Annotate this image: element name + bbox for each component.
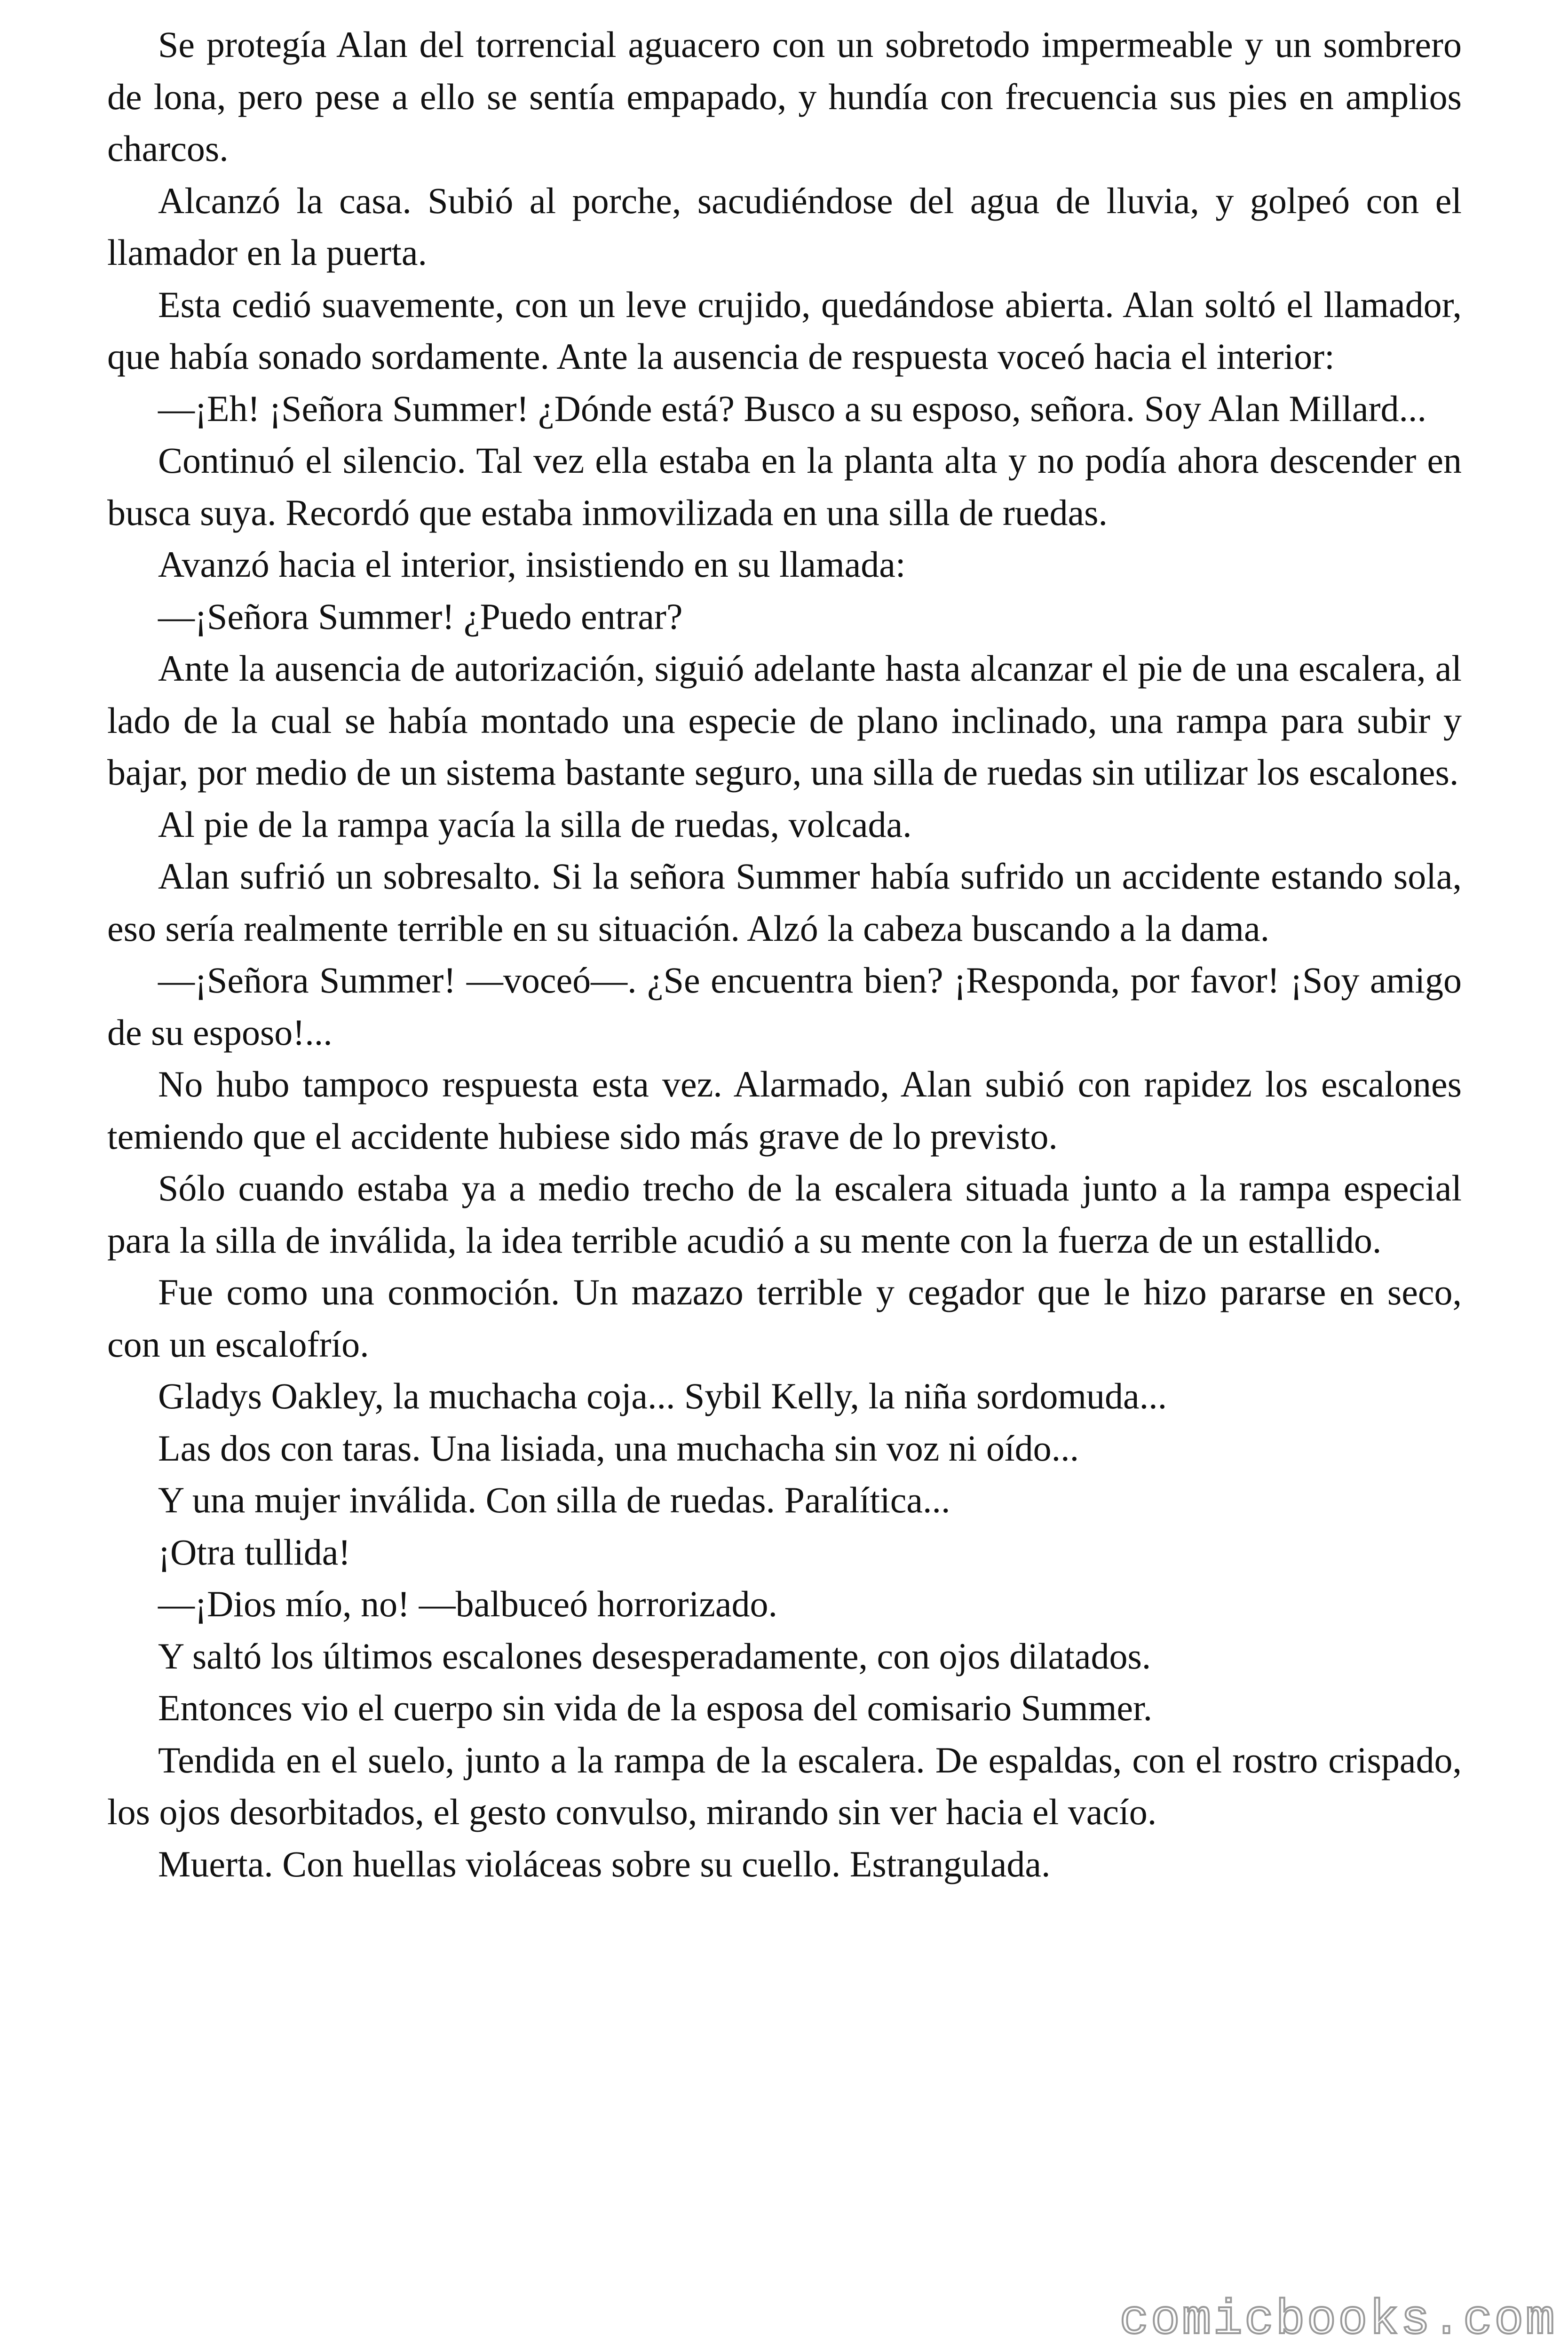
paragraph: Sólo cuando estaba ya a medio trecho de la escalera situada junto a la rampa especial para la silla de inválida, la idea terrible acudió a su mente con la fuerza de un estallido.	[107, 1168, 1462, 1261]
paragraph: Las dos con taras. Una lisiada, una muchacha sin voz ni oído...	[158, 1427, 1079, 1469]
paragraph: Entonces vio el cuerpo sin vida de la esposa del comisario Summer.	[158, 1687, 1153, 1728]
paragraph: —¡Dios mío, no! —balbuceó horrorizado.	[158, 1583, 778, 1624]
paragraph: ¡Otra tullida!	[158, 1531, 351, 1573]
paragraph: Muerta. Con huellas violáceas sobre su cuello. Estrangulada.	[158, 1843, 1051, 1884]
paragraph: Esta cedió suavemente, con un leve crujido, quedándose abierta. Alan soltó el llamador, que había sonado sordamente. Ante la ausencia de respuesta voceó hacia el interior:	[107, 284, 1462, 377]
watermark: comicbooks.com	[1119, 2293, 1557, 2348]
paragraph: Continuó el silencio. Tal vez ella estaba en la planta alta y no podía ahora descender en busca suya. Recordó que estaba inmovilizada en una silla de ruedas.	[107, 440, 1462, 533]
paragraph: Alan sufrió un sobresalto. Si la señora Summer había sufrido un accidente estando sola, eso sería realmente terrible en su situación. Alzó la cabeza buscando a la dama.	[107, 856, 1462, 949]
paragraph: Avanzó hacia el interior, insistiendo en su llamada:	[158, 544, 906, 585]
paragraph: Gladys Oakley, la muchacha coja... Sybil Kelly, la niña sordomuda...	[158, 1375, 1167, 1416]
paragraph: —¡Señora Summer! ¿Puedo entrar?	[158, 596, 683, 637]
paragraph: Y una mujer inválida. Con silla de ruedas. Paralítica...	[158, 1479, 950, 1520]
paragraph: —¡Señora Summer! —voceó—. ¿Se encuentra bien? ¡Responda, por favor! ¡Soy amigo de su esposo!...	[107, 960, 1462, 1053]
paragraph: Tendida en el suelo, junto a la rampa de la escalera. De espaldas, con el rostro crispado, los ojos desorbitados, el gesto convulso, mirando sin ver hacia el vacío.	[107, 1739, 1462, 1832]
paragraph: —¡Eh! ¡Señora Summer! ¿Dónde está? Busco a su esposo, señora. Soy Alan Millard...	[158, 388, 1426, 429]
paragraph: No hubo tampoco respuesta esta vez. Alarmado, Alan subió con rapidez los escalones temiendo que el accidente hubiese sido más grave de lo previsto.	[107, 1064, 1462, 1157]
paragraph: Fue como una conmoción. Un mazazo terrible y cegador que le hizo pararse en seco, con un escalofrío.	[107, 1271, 1462, 1365]
paragraph: Alcanzó la casa. Subió al porche, sacudiéndose del agua de lluvia, y golpeó con el llamador en la puerta.	[107, 180, 1462, 273]
paragraph: Ante la ausencia de autorización, siguió adelante hasta alcanzar el pie de una escalera, al lado de la cual se había montado una especie de plano inclinado, una rampa para subir y bajar, por medio de un sistema bastante seguro, una silla de ruedas sin utilizar los escalones.	[107, 648, 1462, 793]
paragraph: Al pie de la rampa yacía la silla de ruedas, volcada.	[158, 803, 912, 845]
body-text	[107, 19, 1462, 1890]
paragraph: Y saltó los últimos escalones desesperadamente, con ojos dilatados.	[158, 1635, 1151, 1677]
paragraph: Se protegía Alan del torrencial aguacero con un sobretodo impermeable y un sombrero de lona, pero pese a ello se sentía empapado, y hundía con frecuencia sus pies en amplios charcos.	[107, 24, 1462, 169]
